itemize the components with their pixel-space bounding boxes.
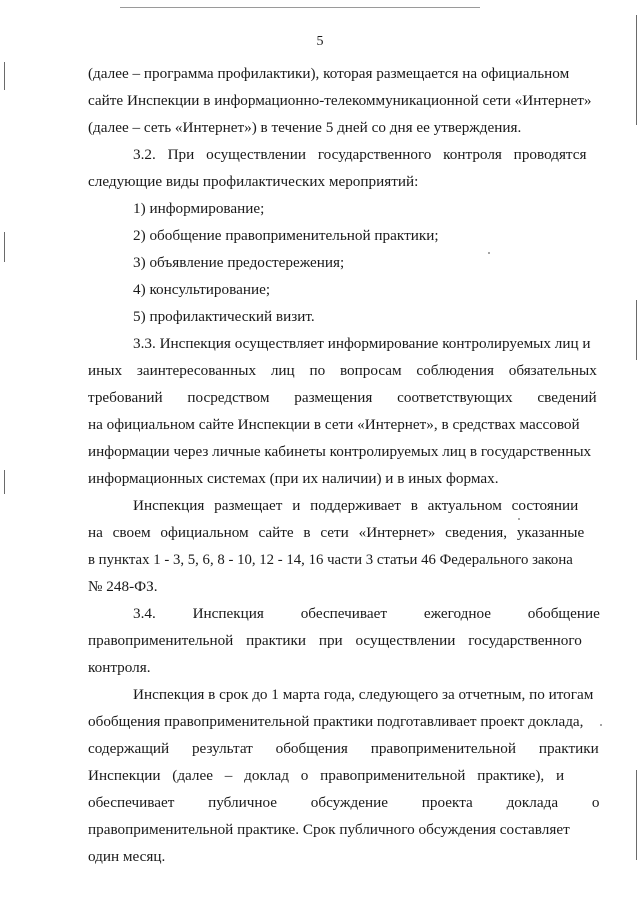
text-line: в пунктах 1 - 3, 5, 6, 8 - 10, 12 - 14, 16 части 3 статьи 46 Федерального закона xyxy=(88,552,573,568)
list-item: 2) обобщение правоприменительной практики; xyxy=(133,227,439,244)
scan-right-edge-mark xyxy=(636,770,637,860)
text-line: Инспекция в срок до 1 марта года, следующего за отчетным, по итогам xyxy=(133,686,594,703)
text-line: содержащий результат обобщения правоприменительной практики xyxy=(88,740,599,757)
scan-left-edge-mark xyxy=(4,232,5,262)
text-line: информационных системах (при их наличии) и в иных формах. xyxy=(88,470,499,487)
text-line: контроля. xyxy=(88,659,151,676)
list-item: 4) консультирование; xyxy=(133,281,271,298)
scan-speck xyxy=(600,724,602,726)
text-line: правоприменительной практике. Срок публичного обсуждения составляет xyxy=(88,821,570,838)
text-line: следующие виды профилактических мероприятий: xyxy=(88,173,419,190)
text-line: правоприменительной практики при осуществлении государственного xyxy=(88,632,582,649)
list-item: 3) объявление предостережения; xyxy=(133,254,345,271)
text-line: № 248-ФЗ. xyxy=(88,578,158,595)
text-line: 3.4. Инспекция обеспечивает ежегодное обобщение xyxy=(133,605,600,622)
text-line: иных заинтересованных лиц по вопросам соблюдения обязательных xyxy=(88,362,597,379)
text-line: (далее – программа профилактики), которая размещается на официальном xyxy=(88,65,570,82)
text-line: 3.3. Инспекция осуществляет информирование контролируемых лиц и xyxy=(133,335,591,352)
scan-left-edge-mark xyxy=(4,470,5,494)
list-item: 1) информирование; xyxy=(133,200,265,217)
text-line: требований посредством размещения соответствующих сведений xyxy=(88,389,597,406)
text-line: обобщения правоприменительной практики подготавливает проект доклада, xyxy=(88,713,584,730)
text-line: на своем официальном сайте в сети «Интернет» сведения, указанные xyxy=(88,524,585,541)
scan-speck xyxy=(488,252,490,254)
text-line: (далее – сеть «Интернет») в течение 5 дней со дня ее утверждения. xyxy=(88,119,522,136)
text-line: обеспечивает публичное обсуждение проекта доклада о xyxy=(88,794,600,811)
list-item: 5) профилактический визит. xyxy=(133,308,315,325)
text-line: Инспекции (далее – доклад о правоприменительной практике), и xyxy=(88,767,565,784)
scan-top-rule xyxy=(120,7,480,8)
text-line: один месяц. xyxy=(88,848,166,865)
text-line: информации через личные кабинеты контролируемых лиц в государственных xyxy=(88,443,592,460)
text-line: Инспекция размещает и поддерживает в актуальном состоянии xyxy=(133,497,579,514)
page-number: 5 xyxy=(316,34,324,49)
text-line: на официальном сайте Инспекции в сети «Интернет», в средствах массовой xyxy=(88,416,580,433)
scan-speck xyxy=(518,518,520,520)
scan-right-edge-mark xyxy=(636,300,637,360)
text-line: 3.2. При осуществлении государственного контроля проводятся xyxy=(133,146,587,163)
text-line: сайте Инспекции в информационно-телекоммуникационной сети «Интернет» xyxy=(88,92,592,109)
scan-left-edge-mark xyxy=(4,62,5,90)
scan-right-edge-mark xyxy=(636,15,637,125)
